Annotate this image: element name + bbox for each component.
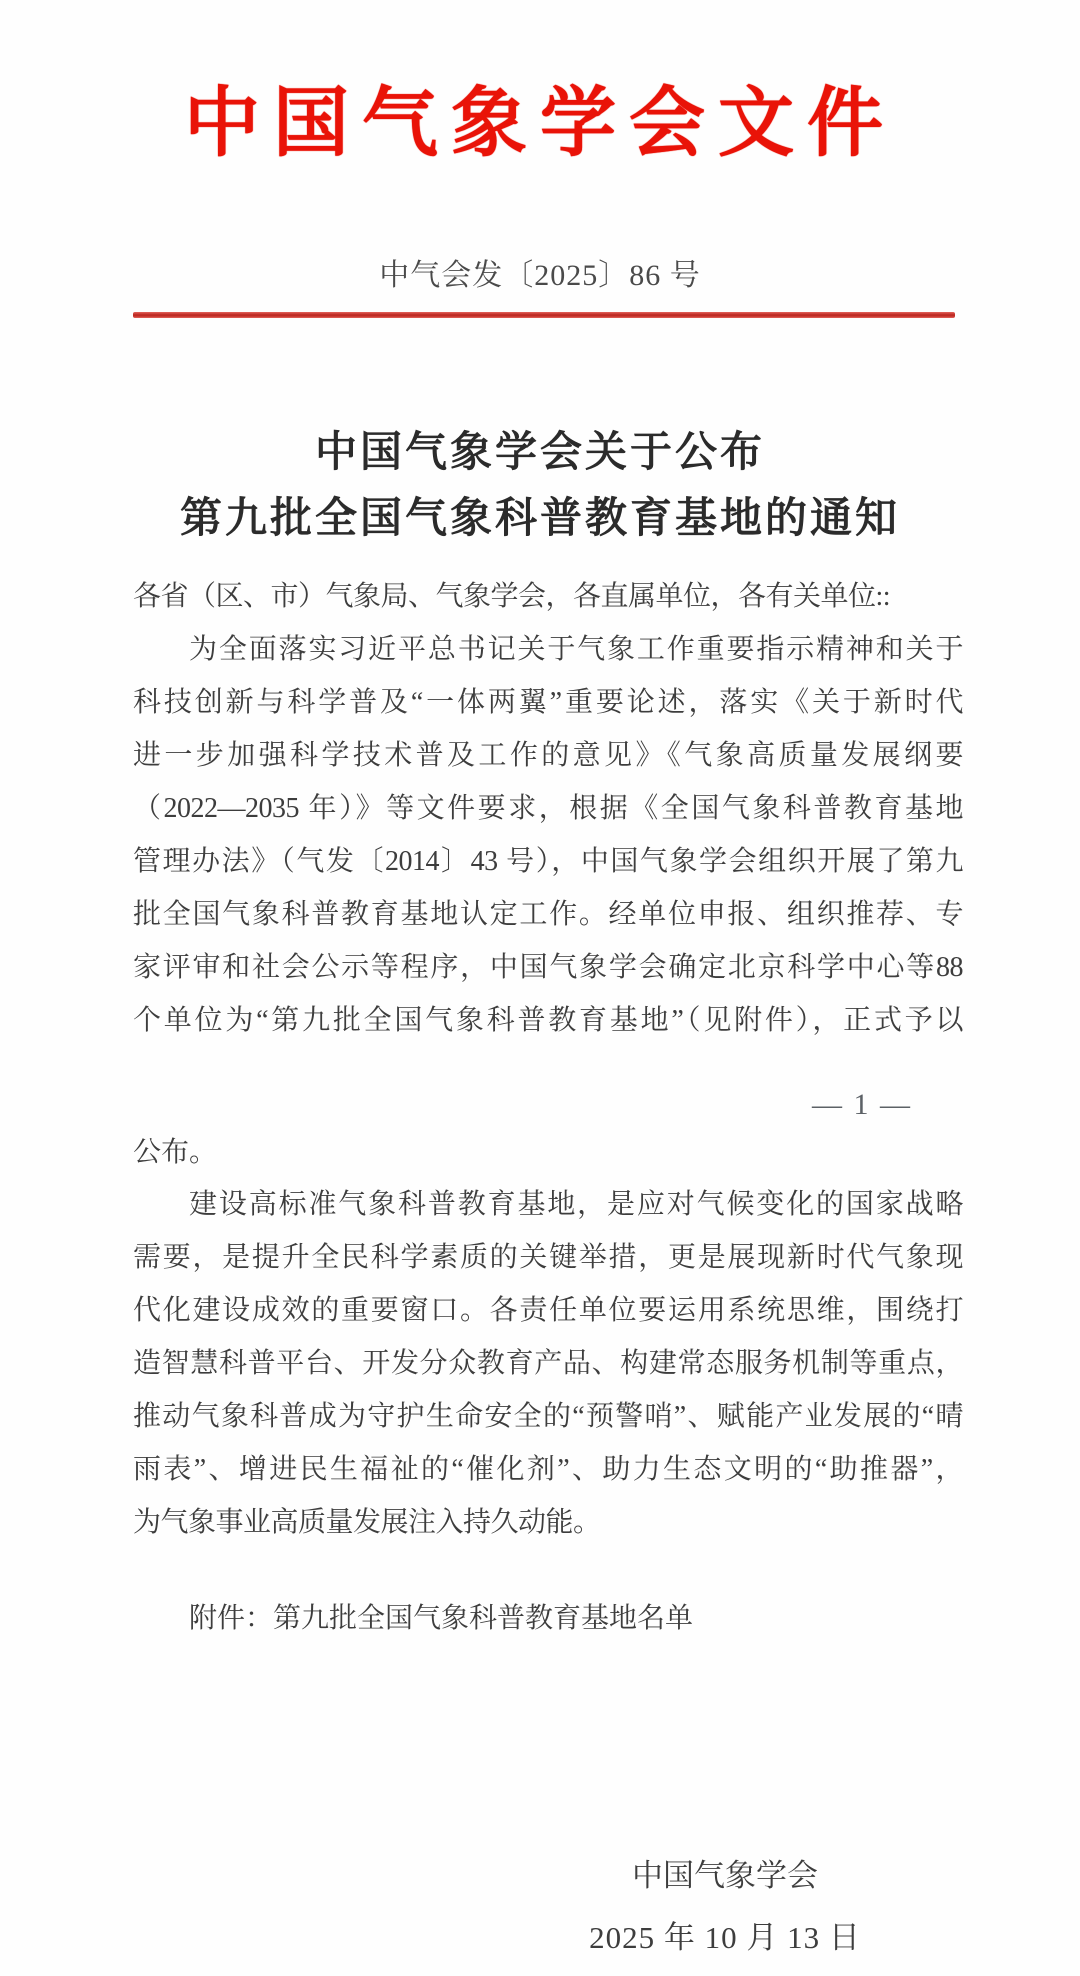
- page-number: — 1 —: [812, 1088, 912, 1121]
- body-line: （2022—2035 年）》等文件要求，根据《全国气象科普教育基地: [133, 793, 963, 824]
- document-title-line1: 中国气象学会关于公布: [314, 430, 765, 476]
- body-line: 家评审和社会公示等程序，中国气象学会确定北京科学中心等88: [133, 952, 963, 983]
- body-line: 科技创新与科学普及“一体两翼”重要论述，落实《关于新时代: [133, 687, 963, 718]
- red-separator-line: [133, 312, 955, 318]
- paragraph-continuation: 公布。: [133, 1137, 218, 1168]
- body-line: 进一步加强科学技术普及工作的意见》《气象高质量发展纲要: [133, 740, 963, 771]
- body-line: 为气象事业高质量发展注入持久动能。: [133, 1507, 601, 1538]
- body-line: 为全面落实习近平总书记关于气象工作重要指示精神和关于: [189, 634, 963, 665]
- body-line: 建设高标准气象科普教育基地，是应对气候变化的国家战略: [189, 1189, 963, 1220]
- body-line: 雨表”、增进民生福祉的“催化剂”、助力生态文明的“助推器”，: [133, 1454, 963, 1485]
- paragraph-1: [133, 570, 963, 1047]
- document-title: [0, 420, 1080, 552]
- body-line: 代化建设成效的重要窗口。各责任单位要运用系统思维，围绕打: [133, 1295, 963, 1326]
- body-line: 批全国气象科普教育基地认定工作。经单位申报、组织推荐、专: [133, 899, 963, 930]
- body-line: 需要，是提升全民科学素质的关键举措，更是展现新时代气象现: [133, 1242, 963, 1273]
- body-line: 个单位为“第九批全国气象科普教育基地”（见附件），正式予以: [133, 1005, 963, 1036]
- signature-block: [540, 1850, 910, 1964]
- body-line: 造智慧科普平台、开发分众教育产品、构建常态服务机制等重点，: [133, 1348, 963, 1379]
- issue-date: 2025 年 10 月 13 日: [589, 1920, 861, 1955]
- salutation-line: 各省（区、市）气象局、气象学会，各直属单位，各有关单位::: [133, 581, 891, 612]
- issuer-name: 中国气象学会: [632, 1858, 818, 1893]
- body-line: 推动气象科普成为守护生命安全的“预警哨”、赋能产业发展的“晴: [133, 1401, 963, 1432]
- body-line: 管理办法》（气发〔2014〕43 号），中国气象学会组织开展了第九: [133, 846, 963, 877]
- banner-title: 中国气象学会文件: [184, 82, 896, 166]
- doc-number: 中气会发〔2025〕86 号: [379, 259, 701, 292]
- paragraph-2: [133, 1178, 963, 1549]
- attachment-line: 附件：第九批全国气象科普教育基地名单: [189, 1603, 694, 1634]
- document-title-line2: 第九批全国气象科普教育基地的通知: [179, 496, 900, 542]
